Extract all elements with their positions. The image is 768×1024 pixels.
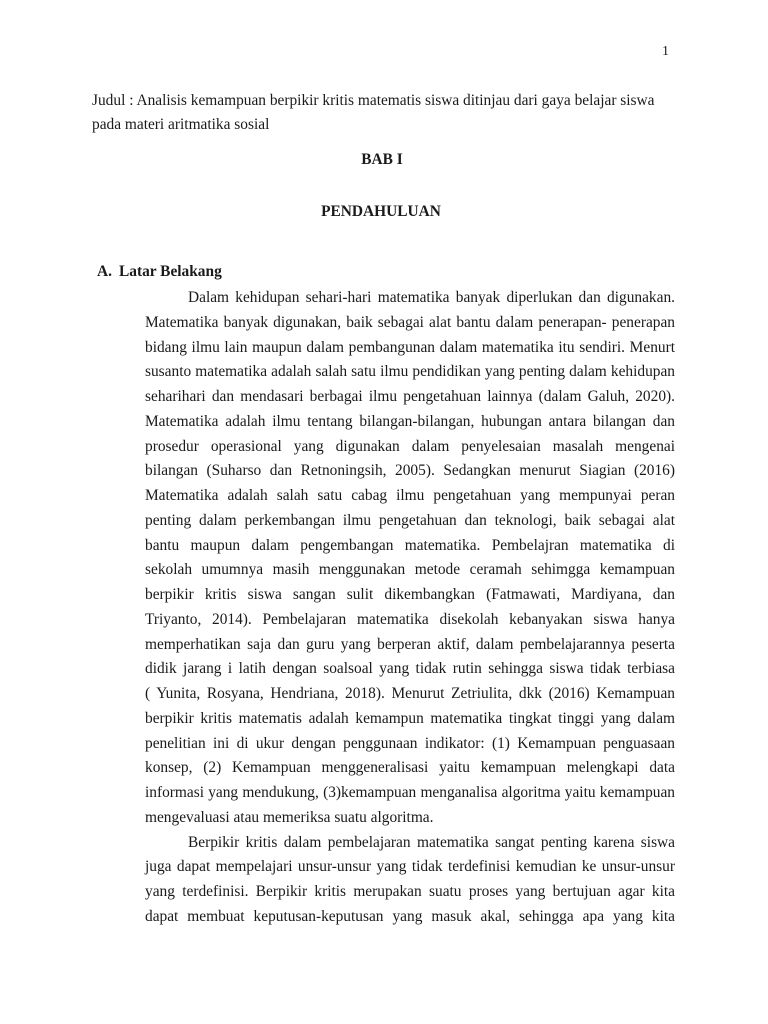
paragraph-line: konsep, (2) Kemampuan menggeneralisasi yaitu kemampuan melengkapi data [145, 759, 675, 777]
document-title-line: Judul : Analisis kemampuan berpikir kritis matematis siswa ditinjau dari gaya belajar siswa [92, 92, 655, 109]
paragraph-line: dapat membuat keputusan-keputusan yang masuk akal, sehingga apa yang kita [145, 907, 675, 925]
paragraph-line: memperhatikan saja dan guru yang berperan aktif, dalam pembelajarannya peserta [145, 635, 675, 653]
paragraph-line: Dalam kehidupan sehari-hari matematika banyak diperlukan dan digunakan. [188, 289, 675, 306]
body-text [145, 286, 675, 930]
paragraph-line: Matematika adalah ilmu tentang bilangan-bilangan, hubungan antara bilangan dan [145, 412, 675, 430]
paragraph-line: berpikir kritis matematis adalah kemampun matematika tingkat tinggi yang dalam [145, 709, 675, 727]
section-title: Latar Belakang [119, 263, 222, 280]
paragraph-line: didik jarang i latih dengan soalsoal yang tidak rutin sehingga siswa tidak terbiasa [145, 660, 675, 678]
page-number: 1 [662, 44, 669, 59]
paragraph-line: juga dapat mempelajari unsur-unsur yang tidak terdefinisi kemudian ke unsur-unsur [145, 858, 675, 876]
paragraph-line: penelitian ini di ukur dengan penggunaan indikator: (1) Kemampuan penguasaan [145, 734, 675, 752]
paragraph-line: prosedur operasional yang digunakan dalam penyelesaian masalah mengenai [145, 437, 675, 455]
paragraph-line: sekolah umumnya masih menggunakan metode ceramah sehimgga kemampuan [145, 561, 675, 579]
paragraph-line: Matematika adalah salah satu cabag ilmu pengetahuan yang mempunyai peran [145, 487, 675, 504]
paragraph-line: ( Yunita, Rosyana, Hendriana, 2018). Menurut Zetriulita, dkk (2016) Kemampuan [145, 685, 675, 702]
document-title-line: pada materi aritmatika sosial [92, 116, 270, 133]
chapter-title: PENDAHULUAN [321, 203, 441, 220]
paragraph-line: seharihari dan mendasari berbagai ilmu pengetahuan lainnya (dalam Galuh, 2020). [145, 388, 675, 405]
paragraph-line: bilangan (Suharso dan Retnoningsih, 2005). Sedangkan menurut Siagian (2016) [145, 462, 675, 480]
paragraph-line: penting dalam perkembangan ilmu pengetahuan dan teknologi, baik sebagai alat [145, 511, 675, 529]
paragraph-line: yang terdefinisi. Berpikir kritis merupakan suatu proses yang bertujuan agar kita [145, 883, 675, 900]
paragraph-line: informasi yang mendukung, (3)kemampuan menganalisa algoritma yaitu kemampuan [145, 784, 675, 801]
paragraph-line: mengevaluasi atau memeriksa suatu algoritma. [145, 808, 434, 826]
paragraph-line: Matematika banyak digunakan, baik sebagai alat bantu dalam penerapan- penerapan [145, 313, 675, 331]
section-heading [97, 262, 222, 282]
paragraph-line: berpikir kritis siswa sangan sulit dikembangkan (Fatmawati, Mardiyana, dan [145, 586, 675, 603]
paragraph-line: susanto matematika adalah salah satu ilmu pendidikan yang penting dalam kehidupan [145, 363, 675, 381]
section-marker: A. [97, 263, 112, 280]
paragraph-line: bidang ilmu lain maupun dalam pembangunan dalam matematika itu sendiri. Menurt [145, 338, 675, 356]
paragraph-line: Berpikir kritis dalam pembelajaran matematika sangat penting karena siswa [188, 833, 675, 851]
paragraph-line: Triyanto, 2014). Pembelajaran matematika disekolah kebanyakan siswa hanya [145, 610, 675, 628]
paragraph-line: bantu maupun dalam pengembangan matematika. Pembelajran matematika di [145, 536, 675, 554]
document-title [92, 89, 682, 137]
chapter-label: BAB I [361, 151, 403, 168]
